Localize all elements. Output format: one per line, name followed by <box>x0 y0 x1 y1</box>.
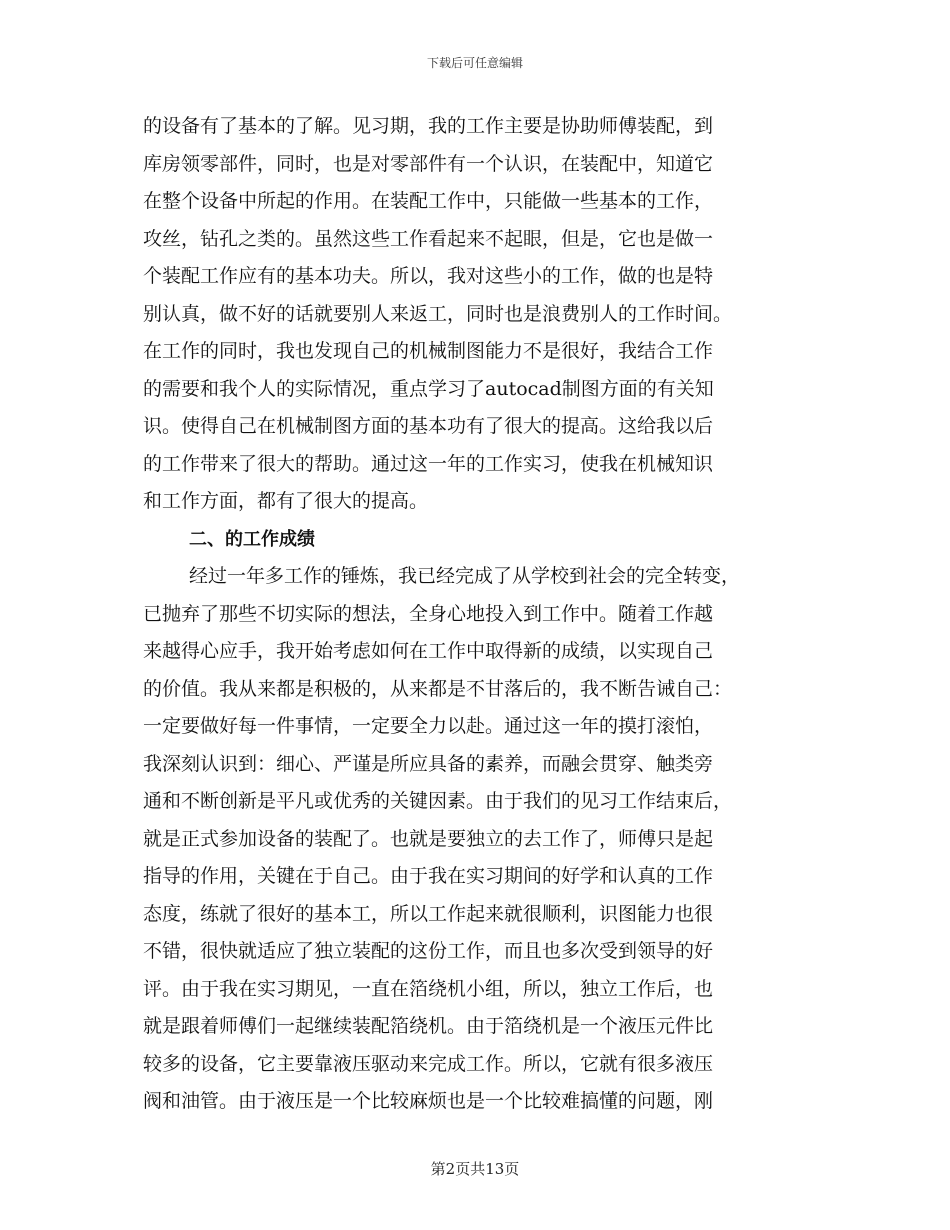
text-line: 已抛弃了那些不切实际的想法，全身心地投入到工作中。随着工作越 <box>143 602 714 625</box>
text-line: 不错，很快就适应了独立装配的这份工作，而且也多次受到领导的好 <box>143 940 714 962</box>
page-header: 下载后可任意编辑 <box>426 56 523 70</box>
text-line: 的工作带来了很大的帮助。通过这一年的工作实习，使我在机械知识 <box>143 452 714 475</box>
text-line: 个装配工作应有的基本功夫。所以，我对这些小的工作，做的也是特 <box>143 265 714 287</box>
section-heading: 二、的工作成绩 <box>189 528 315 550</box>
text-line: 通和不断创新是平凡或优秀的关键因素。由于我们的见习工作结束后， <box>143 790 733 812</box>
text-line: 阀和油管。由于液压是一个比较麻烦也是一个比较难搞懂的问题，刚 <box>143 1090 714 1112</box>
document-body <box>143 108 808 1121</box>
text-line: 的需要和我个人的实际情况，重点学习了autocad制图方面的有关知 <box>143 377 714 400</box>
text-line: 评。由于我在实习期见，一直在箔绕机小组，所以，独立工作后，也 <box>143 977 714 1000</box>
text-line: 在工作的同时，我也发现自己的机械制图能力不是很好，我结合工作 <box>143 340 714 362</box>
text-line: 我深刻认识到：细心、严谨是所应具备的素养，而融会贯穿、触类旁 <box>143 752 714 775</box>
text-line: 在整个设备中所起的作用。在装配工作中，只能做一些基本的工作， <box>143 190 714 212</box>
text-line: 一定要做好每一件事情，一定要全力以赴。通过这一年的摸打滚怕， <box>143 715 714 737</box>
paragraph-first-line: 经过一年多工作的锤炼，我已经完成了从学校到社会的完全转变， <box>189 565 741 587</box>
text-line: 库房领零部件，同时，也是对零部件有一个认识，在装配中，知道它 <box>143 152 714 175</box>
page-footer: 第2页共13页 <box>430 1160 520 1178</box>
text-line: 来越得心应手，我开始考虑如何在工作中取得新的成绩，以实现自己 <box>143 640 714 662</box>
text-line: 就是正式参加设备的装配了。也就是要独立的去工作了，师傅只是起 <box>143 827 714 850</box>
text-line: 别认真，做不好的话就要别人来返工，同时也是浪费别人的工作时间。 <box>143 302 733 325</box>
text-line: 的价值。我从来都是积极的，从来都是不甘落后的，我不断告诫自己： <box>143 677 733 700</box>
text-line: 的设备有了基本的了解。见习期，我的工作主要是协助师傅装配，到 <box>143 115 714 137</box>
text-line: 识。使得自己在机械制图方面的基本功有了很大的提高。这给我以后 <box>143 415 714 437</box>
text-line: 和工作方面，都有了很大的提高。 <box>143 490 429 512</box>
text-line: 攻丝，钻孔之类的。虽然这些工作看起来不起眼，但是，它也是做一 <box>143 227 714 250</box>
text-line: 态度，练就了很好的基本工，所以工作起来就很顺利，识图能力也很 <box>143 902 714 925</box>
text-line: 就是跟着师傅们一起继续装配箔绕机。由于箔绕机是一个液压元件比 <box>143 1015 714 1037</box>
text-line: 指导的作用，关键在于自己。由于我在实习期间的好学和认真的工作 <box>143 865 714 887</box>
text-line: 较多的设备，它主要靠液压驱动来完成工作。所以，它就有很多液压 <box>143 1052 714 1075</box>
